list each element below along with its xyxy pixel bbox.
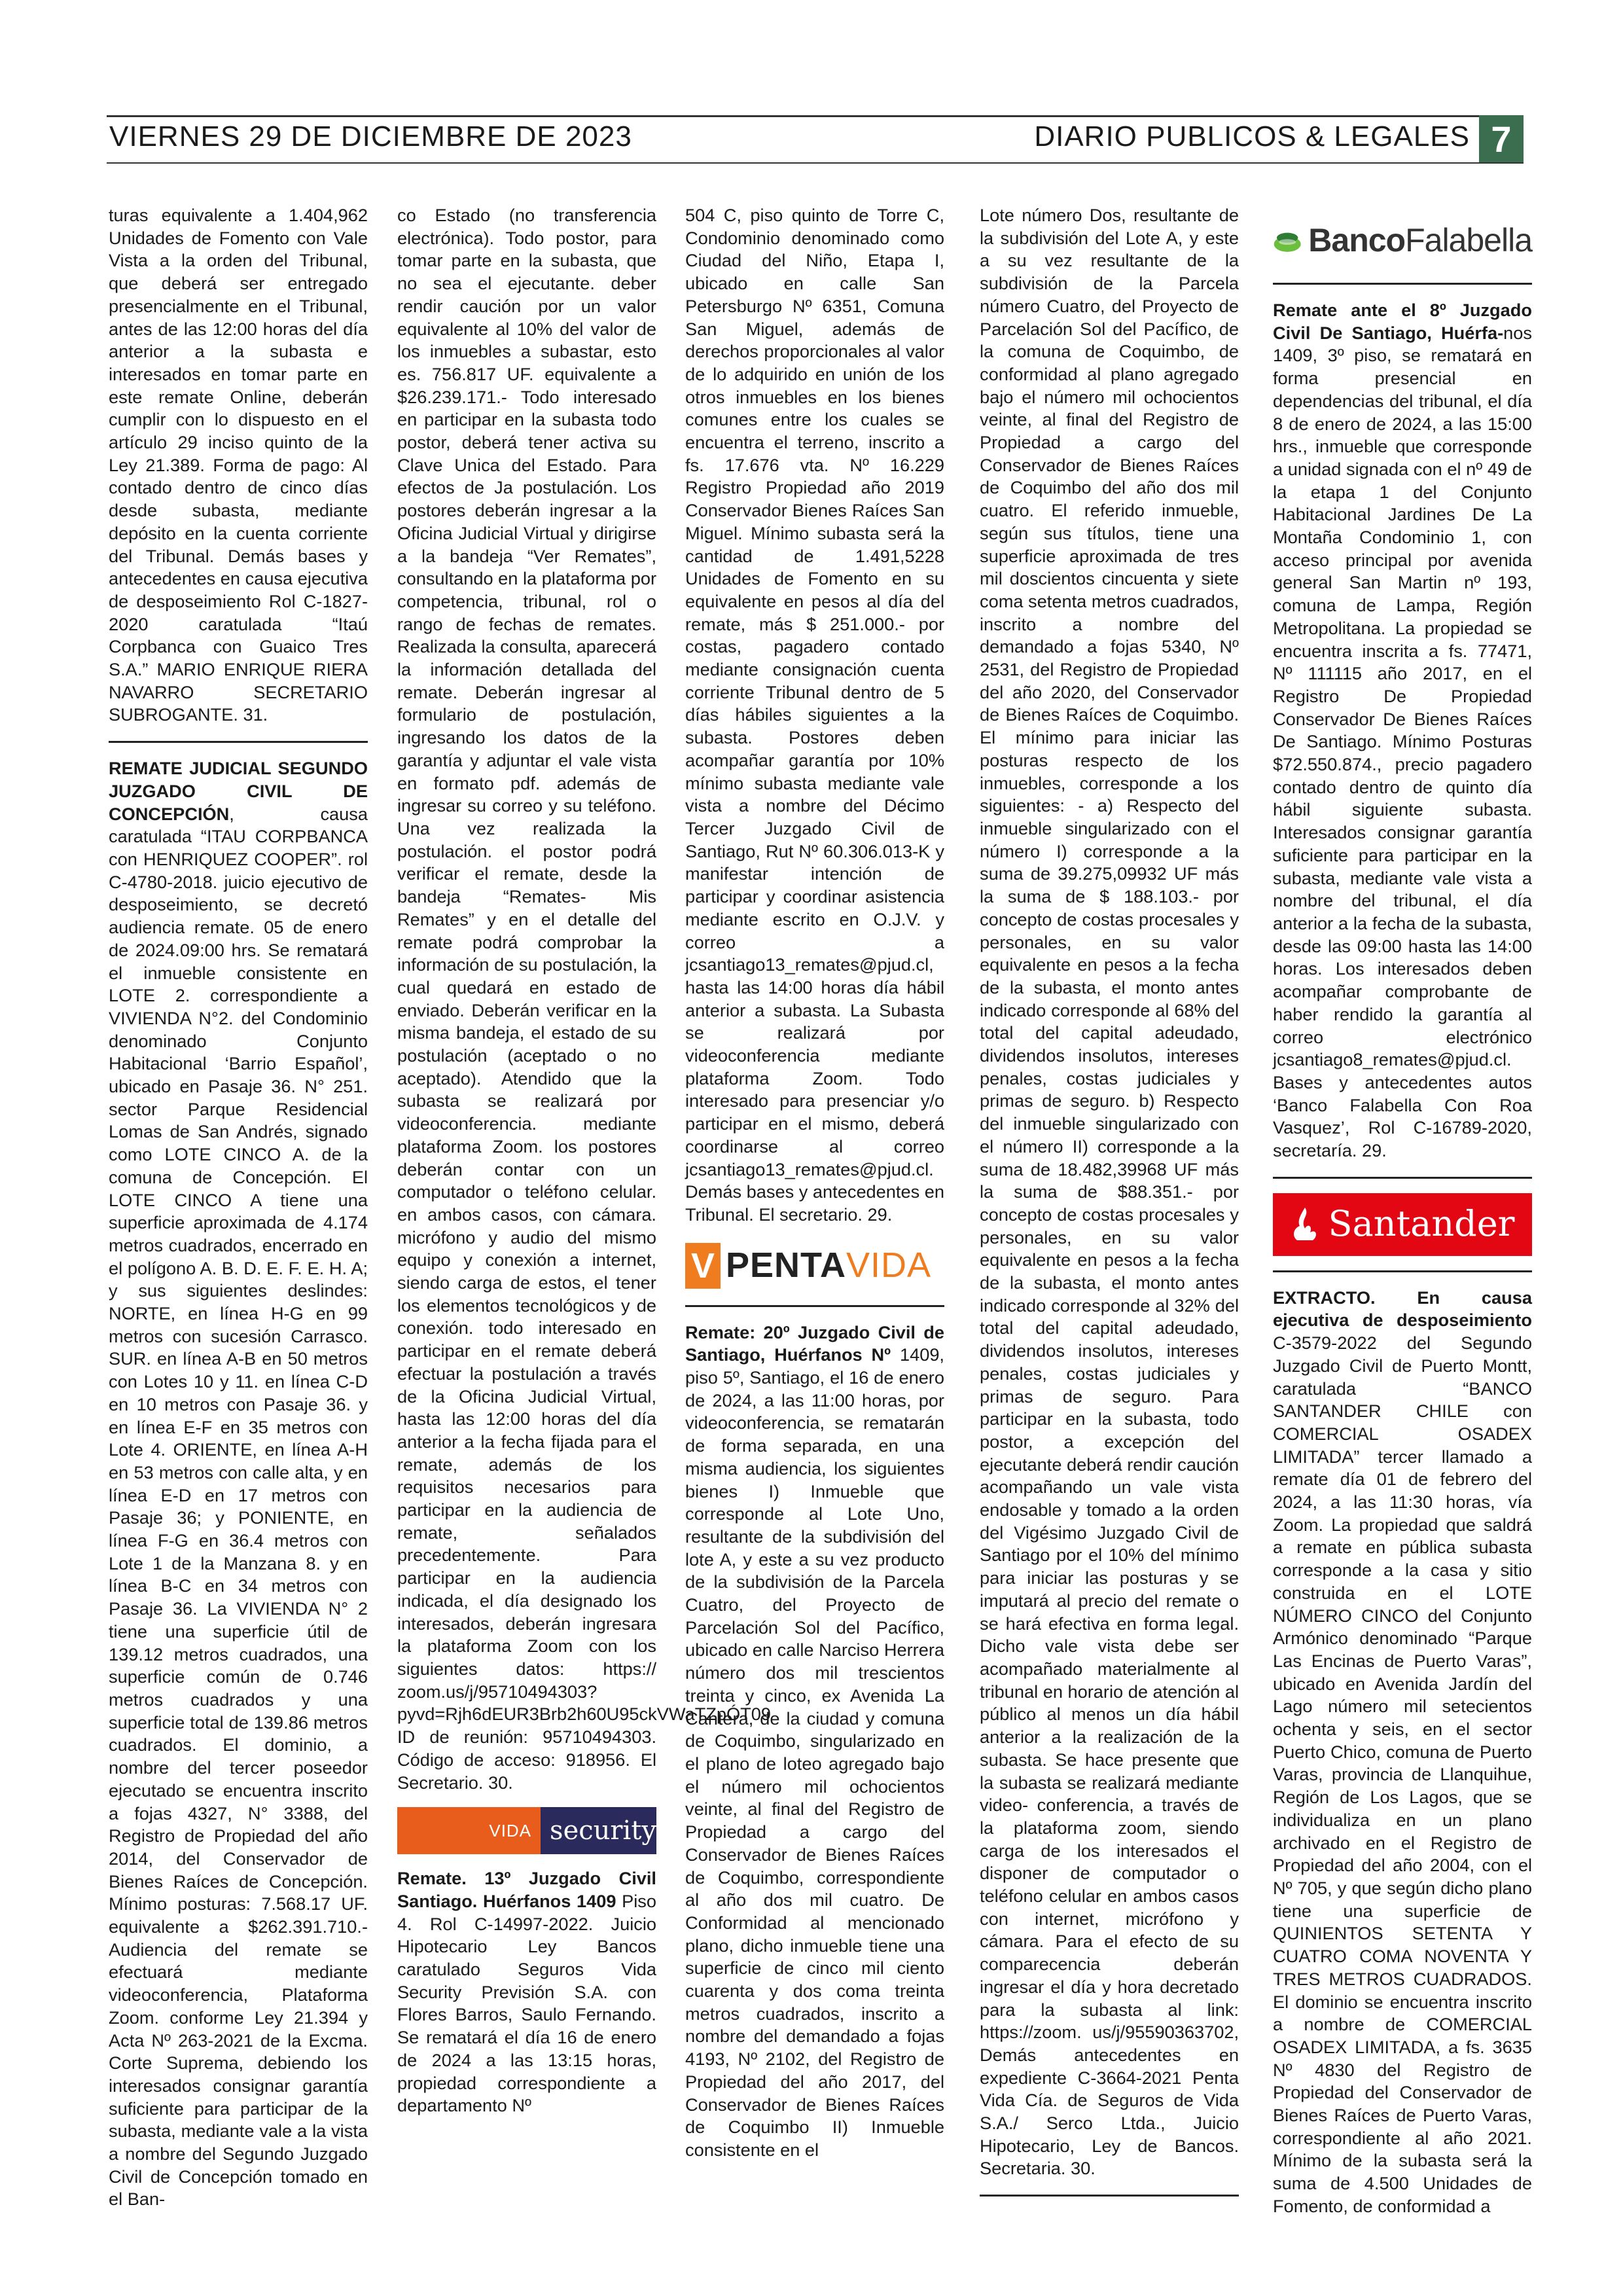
page-number-badge: 7 bbox=[1479, 115, 1524, 164]
santander-flame-icon bbox=[1291, 1206, 1319, 1243]
notice-text: co Estado (no transferencia electrónica). Todo postor, para tomar parte en la subasta, que no sea el ejecutante. deber rendir caución por un valor equivalente al 10% del valor de los inmuebles a subastar, esto es. 756.817 UF. equivalente a $26.239.171.- Todo interesado en participar en la subasta todo postor, deberá tener activa su Clave Unica del Estado. Para efectos de Ja postulación. Los postores deberán ingresar a la Oficina Judicial Virtual y dirigirse a la bandeja “Ver Remates”, consultando en la plataforma por competencia, tribunal, rol o rango de fechas de remates. Realizada la consulta, aparecerá la información detallada del remate. Deberán ingresar al formulario de postulación, ingresando los datos de la garantía y adjuntar el vale vista en formato pdf. además de ingresar su correo y su teléfono. Una vez realizada la postulación. el postor podrá verificar el remate, desde la bandeja “Remates- Mis Remates” y en el detalle del remate podrá comprobar la información de su postulación, la cual quedará en estado de enviado. Deberán verificar en la misma bandeja, el estado de su postulación (aceptado o no aceptado). Atendido que la subasta se realizará por videoconferencia. mediante plataforma Zoom. los postores deberán contar con un computador o teléfono celular. en ambos casos, con cámara. micrófono y audio del mismo equipo y conexión a internet, siendo carga de estos, el tener los elementos tecnológicos y de conexión. todo interesado en participar en el remate deberá efectuar la postulación a través de la Oficina Judicial Virtual, hasta las 12:00 horas del día anterior a la fecha fijada para el remate, además de los requisitos necesarios para participar en la audiencia de remate, señalados precedentemente. Para participar en la audiencia indicada, el día designado los interesados, deberán ingresara la plataforma Zoom con los siguientes datos: https:// zoom.us/j/95710494303?pyvd=Rjh6dEUR3Brb2h60U95ckVWaTZpÓT09 ID de reunión: 95710494303. Código de acceso: 918956. El Secretario. 30. bbox=[397, 205, 771, 1793]
penta-vida-word-vida: VIDA bbox=[846, 1246, 932, 1285]
notice-body: nos 1409, 3º piso, se rematará en forma presencial en dependencias del tribunal, el día 8 de enero de 2024, a las 15:00 hrs., inmueble que corresponde a unidad signada con el nº 49 de la etapa 1 del Conjunto Habitacional Jardines De La Montaña Condominio 1, con acceso principal por avenida general San Martin nº 193, comuna de Lampa, Región Metropolitana. La propiedad se encuentra inscrita a fs. 77471, Nº 111115 año 2017, en el Registro De Propiedad Conservador De Bienes Raíces De Santiago. Mínimo Posturas $72.550.874., precio pagadero contado dentro de quinto día hábil siguiente subasta. Interesados consignar garantía suficiente para participar en la subasta, mediante vale vista a nombre del tribunal, el día anterior a la fecha de la subasta, desde las 09:00 hasta las 14:00 horas. Los interesados deben acompañar comprobante de haber rendido la garantía al correo electrónico jcsantiago8_remates@pjud.cl. Bases y antecedentes autos ‘Banco Falabella Con Roa Vasquez’, Rol C-16789-2020, secretaría. 29. bbox=[1273, 322, 1532, 1161]
notice bbox=[1273, 1287, 1532, 2218]
header-top-rule bbox=[107, 115, 1524, 117]
notice bbox=[109, 757, 368, 2211]
notice-separator bbox=[1273, 283, 1532, 285]
notice-body: Piso 4. Rol C-14997-2022. Juicio Hipotecario Ley Bancos caratulado Seguros Vida Security Previsión S.A. con Flores Barros, Saulo Fernando. Se rematará el día 16 de enero de 2024 a las 13:15 horas, propiedad correspondiente a departamento Nº bbox=[397, 1890, 656, 2116]
notice bbox=[685, 1321, 944, 2162]
notice-heading: REMATE JUDICIAL SEGUNDO JUZGADO CIVIL DE CONCEPCIÓN bbox=[109, 758, 368, 824]
notice-separator bbox=[109, 741, 368, 743]
penta-vida-v-mark: V bbox=[685, 1243, 721, 1289]
notice-heading: Remate ante el 8º Juzgado Civil De Santiago, Huérfa- bbox=[1273, 300, 1532, 343]
notice-body: C-3579-2022 del Segundo Juzgado Civil de Puerto Montt, caratulada “BANCO SANTANDER CHILE con COMERCIAL OSADEX LIMITADA” tercer llamado a remate día 01 de febrero del 2024, a las 11:30 horas, vía Zoom. La propiedad que saldrá a remate en pública subasta corresponde a la casa y sitio construida en el LOTE NÚMERO CINCO del Conjunto Armónico denominado “Parque Las Encinas de Puerto Varas”, ubicado en Avenida Jardín del Lago número mil setecientos ochenta y seis, en el sector Puerto Chico, comuna de Puerto Varas, provincia de Llanquihue, Región de Los Lagos, que se individualiza en un plano archivado en el Registro de Propiedad del año 2004, con el Nº 705, y que según dicho plano tiene una superficie de QUINIENTOS SETENTA Y CUATRO COMA NOVENTA Y TRES METROS CUADRADOS. El dominio se encuentra inscrito a nombre de COMERCIAL OSADEX LIMITADA, a fs. 3635 Nº 4830 del Registro de Propiedad del Conservador de Bienes Raíces de Puerto Varas, correspondiente al año 2021. Mínimo de la subasta será la suma de 4.500 Unidades de Fomento, de conformidad a bbox=[1273, 1333, 1532, 2216]
banco-falabella-logo bbox=[1273, 204, 1532, 276]
falabella-leaf-icon bbox=[1273, 213, 1302, 267]
santander-wordmark: Santander bbox=[1328, 1203, 1515, 1245]
notice-heading: EXTRACTO. En causa ejecutiva de desposeimiento bbox=[1273, 1287, 1532, 1331]
penta-vida-word-penta: PENTA bbox=[726, 1246, 847, 1285]
column-2 bbox=[397, 204, 771, 2117]
notice bbox=[1273, 299, 1532, 1162]
page-header bbox=[107, 111, 1524, 164]
vida-security-logo bbox=[397, 1807, 656, 1854]
header-date: VIERNES 29 DE DICIEMBRE DE 2023 bbox=[109, 120, 632, 152]
penta-vida-logo bbox=[685, 1240, 944, 1292]
header-publication-name: DIARIO PUBLICOS & LEGALES bbox=[1034, 120, 1470, 152]
notice-separator bbox=[1273, 1270, 1532, 1272]
column-1 bbox=[109, 204, 368, 2211]
notice-heading: Remate: 20º Juzgado Civil de Santiago, Huérfanos Nº bbox=[685, 1321, 944, 1365]
column-5 bbox=[1273, 204, 1532, 2218]
santander-logo bbox=[1273, 1193, 1532, 1256]
notice-body: , causa caratulada “ITAU CORPBANCA con HENRIQUEZ COOPER”. rol C-4780-2018. juicio ejecutivo de desposeimiento, se decretó audiencia remate. 05 de enero de 2024.09:00 hrs. Se rematará el inmueble consistente en LOTE 2. correspondiente a VIVIENDA N°2. del Condominio denominado Conjunto Habitacional ‘Barrio Español’, ubicado en Pasaje 36. N° 251. sector Parque Residencial Lomas de San Andrés, signado como LOTE CINCO A. de la comuna de Concepción. El LOTE CINCO A tiene una superficie aproximada de 4.174 metros cuadrados, encerrado en el polígono A. B. D. E. F. E. H. A; y sus siguientes deslindes: NORTE, en línea H-G en 99 metros con sucesión Carrasco. SUR. en línea A-B en 50 metros con Lotes 10 y 11. en línea C-D en 10 metros con Pasaje 36. y en línea E-F en 35 metros con Lote 4. ORIENTE, en línea A-H en 53 metros con calle alta, y en línea E-D en 17 metros con Pasaje 36; y PONIENTE, en línea F-G en 36.4 metros con Lote 1 de la Manzana 8. y en línea B-C en 34 metros con Pasaje 36. La VIVIENDA N° 2 tiene una superficie útil de 139.12 metros cuadrados, una superficie común de 0.746 metros cuadrados y una superficie total de 139.86 metros cuadrados. El dominio, a nombre del tercer poseedor ejecutado se encuentra inscrito a fojas 4327, N° 3388, del Registro de Propiedad del año 2014, del Conservador de Bienes Raíces de Concepción. Mínimo posturas: 7.568.17 UF. equivalente a $262.391.710.- Audiencia del remate se efectuará mediante videoconferencia, Plataforma Zoom. conforme Ley 21.394 y Acta Nº 263-2021 de la Excma. Corte Suprema, debiendo los interesados consignar garantía suficiente para participar de la subasta, mediante vale a la vista a nombre del Segundo Juzgado Civil de Concepción tomado en el Ban- bbox=[109, 803, 368, 2210]
notice-text: Lote número Dos, resultante de la subdivisión del Lote A, y este a su vez resultante de la subdivisión de la Parcela número Cuatro, del Proyecto de Parcelación Sol del Pacífico, de la comuna de Coquimbo, de conformidad al plano agregado bajo el número mil ochocientos veinte, al final del Registro de Propiedad a cargo del Conservador de Bienes Raíces de Coquimbo del año dos mil cuatro. El referido inmueble, según sus títulos, tiene una superficie aproximada de tres mil doscientos cincuenta y siete coma setenta metros cuadrados, inscrito a nombre del demandado a fojas 5340, Nº 2531, del Registro de Propiedad del año 2020, del Conservador de Bienes Raíces de Coquimbo. El mínimo para iniciar las posturas respecto de los inmuebles, corresponde a los siguientes: - a) Respecto del inmueble singularizado con el número I) corresponde a la suma de 39.275,09932 UF más la suma de $ 188.103.- por concepto de costas procesales y personales, en su valor equivalente en pesos a la fecha de la subasta, el monto antes indicado corresponde al 68% del total del capital adeudado, dividendos insolutos, intereses penales, costas judiciales y primas de seguro. b) Respecto del inmueble singularizado con el número II) corresponde a la suma de 18.482,39968 UF más la suma de $88.351.- por concepto de costas procesales y personales, en su valor equivalente en pesos a la fecha de la subasta, el monto antes indicado corresponde al 32% del total del capital adeudado, dividendos insolutos, intereses penales, costas judiciales y primas de seguro. Para participar en la subasta, todo postor, a excepción del ejecutante deberá rendir caución acompañando un vale vista endosable y tomado a la orden del Vigésimo Juzgado Civil de Santiago por el 10% del mínimo para iniciar las posturas y se imputará al precio del remate o se hará efectiva en forma legal. Dicho vale vista debe ser acompañado materialmente al tribunal en horario de atención al público al menos un día hábil anterior a la realización de la subasta. Se hace presente que la subasta se realizará mediante video- conferencia, a través de la plataforma zoom, siendo carga de los interesados el disponer de computador o teléfono celular en ambos casos con internet, micrófono y cámara. Para el efecto de su comparecencia deberán ingresar el día y hora decretado para la subasta al link: https://zoom. us/j/95590363702, Demás antecedentes en expediente C-3664-2021 Penta Vida Cía. de Seguros de Vida S.A./ Serco Ltda., Juicio Hipotecario, Ley de Bancos. Secretaria. 30. bbox=[980, 205, 1239, 2179]
column-3 bbox=[685, 204, 944, 2162]
notice-text: 504 C, piso quinto de Torre C, Condominio denominado como Ciudad del Niño, Etapa I, ubicado en calle San Petersburgo Nº 6351, Comuna San Miguel, además de derechos proporcionales al valor de lo adquirido en unión de los otros inmuebles en los bienes comunes entre los cuales se encuentra el terreno, inscrito a fs. 17.676 vta. Nº 16.229 Registro Propiedad año 2019 Conservador Bienes Raíces San Miguel. Mínimo subasta será la cantidad de 1.491,5228 Unidades de Fomento en su equivalente en pesos al día del remate, más $ 251.000.- por costas, pagadero contado mediante consignación cuenta corriente Tribunal dentro de 5 días hábiles siguientes a la subasta. Postores deben acompañar garantía por 10% mínimo subasta mediante vale vista a nombre del Décimo Tercer Juzgado Civil de Santiago, Rut Nº 60.306.013-K y manifestar intención de participar y coordinar asistencia mediante escrito en O.J.V. y correo a jcsantiago13_remates@pjud.cl, hasta las 14:00 horas día hábil anterior a subasta. La Subasta se realizará por videoconferencia mediante plataforma Zoom. Todo interesado para presenciar y/o participar en el mismo, deberá coordinarse al correo jcsantiago13_remates@pjud.cl. Demás bases y antecedentes en Tribunal. El secretario. 29. bbox=[685, 205, 944, 1225]
vida-security-logo-right: security bbox=[541, 1807, 656, 1854]
vida-security-logo-left: VIDA bbox=[397, 1807, 541, 1854]
column-4 bbox=[980, 204, 1239, 2211]
notice-separator bbox=[1273, 1177, 1532, 1179]
notice-separator bbox=[980, 2195, 1239, 2197]
header-bottom-rule bbox=[107, 162, 1524, 164]
notice-heading: Remate. 13º Juzgado Civil Santiago. Huérfanos 1409 bbox=[397, 1868, 656, 1911]
notice bbox=[397, 1867, 656, 2117]
notice-body: 1409, piso 5º, Santiago, el 16 de enero de 2024, a las 11:00 horas, por videoconferencia, se rematarán de forma separada, en una misma audiencia, los siguientes bienes I) Inmueble que corresponde al Lote Uno, resultante de la subdivisión del lote A, y este a su vez producto de la subdivisión de la Parcela Cuatro, del Proyecto de Parcelación Sol del Pacífico, ubicado en calle Narciso Herrera número dos mil trescientos treinta y cinco, ex Avenida La Cantera, de la ciudad y comuna de Coquimbo, singularizado en el plano de loteo agregado bajo el número mil ochocientos veinte, al final del Registro de Propiedad a cargo del Conservador de Bienes Raíces de Coquimbo, correspondiente al año dos mil cuatro. De Conformidad al mencionado plano, dicho inmueble tiene una superficie de cinco mil ciento cuarenta y dos coma treinta metros cuadrados, inscrito a nombre del demandado a fojas 4193, Nº 2102, del Registro de Propiedad del año 2017, del Conservador de Bienes Raíces de Coquimbo II) Inmueble consistente en el bbox=[685, 1344, 944, 2160]
notice-text: turas equivalente a 1.404,962 Unidades de Fomento con Vale Vista a la orden del Tribunal, que deberá ser entregado presencialmente en el Tribunal, antes de las 12:00 horas del día anterior a la subasta e interesados en tomar parte en este remate Online, deberán cumplir con lo dispuesto en el artículo 29 inciso quinto de la Ley 21.389. Forma de pago: Al contado dentro de cinco días desde subasta, mediante depósito en la cuenta corriente del Tribunal. Demás bases y antecedentes en causa ejecutiva de desposeimiento Rol C-1827-2020 caratulada “Itaú Corpbanca con Guaico Tres S.A.” MARIO ENRIQUE RIERA NAVARRO SECRETARIO SUBROGANTE. 31. bbox=[109, 205, 368, 725]
notice-separator bbox=[685, 1305, 944, 1307]
falabella-wordmark: BancoFalabella bbox=[1308, 221, 1532, 259]
